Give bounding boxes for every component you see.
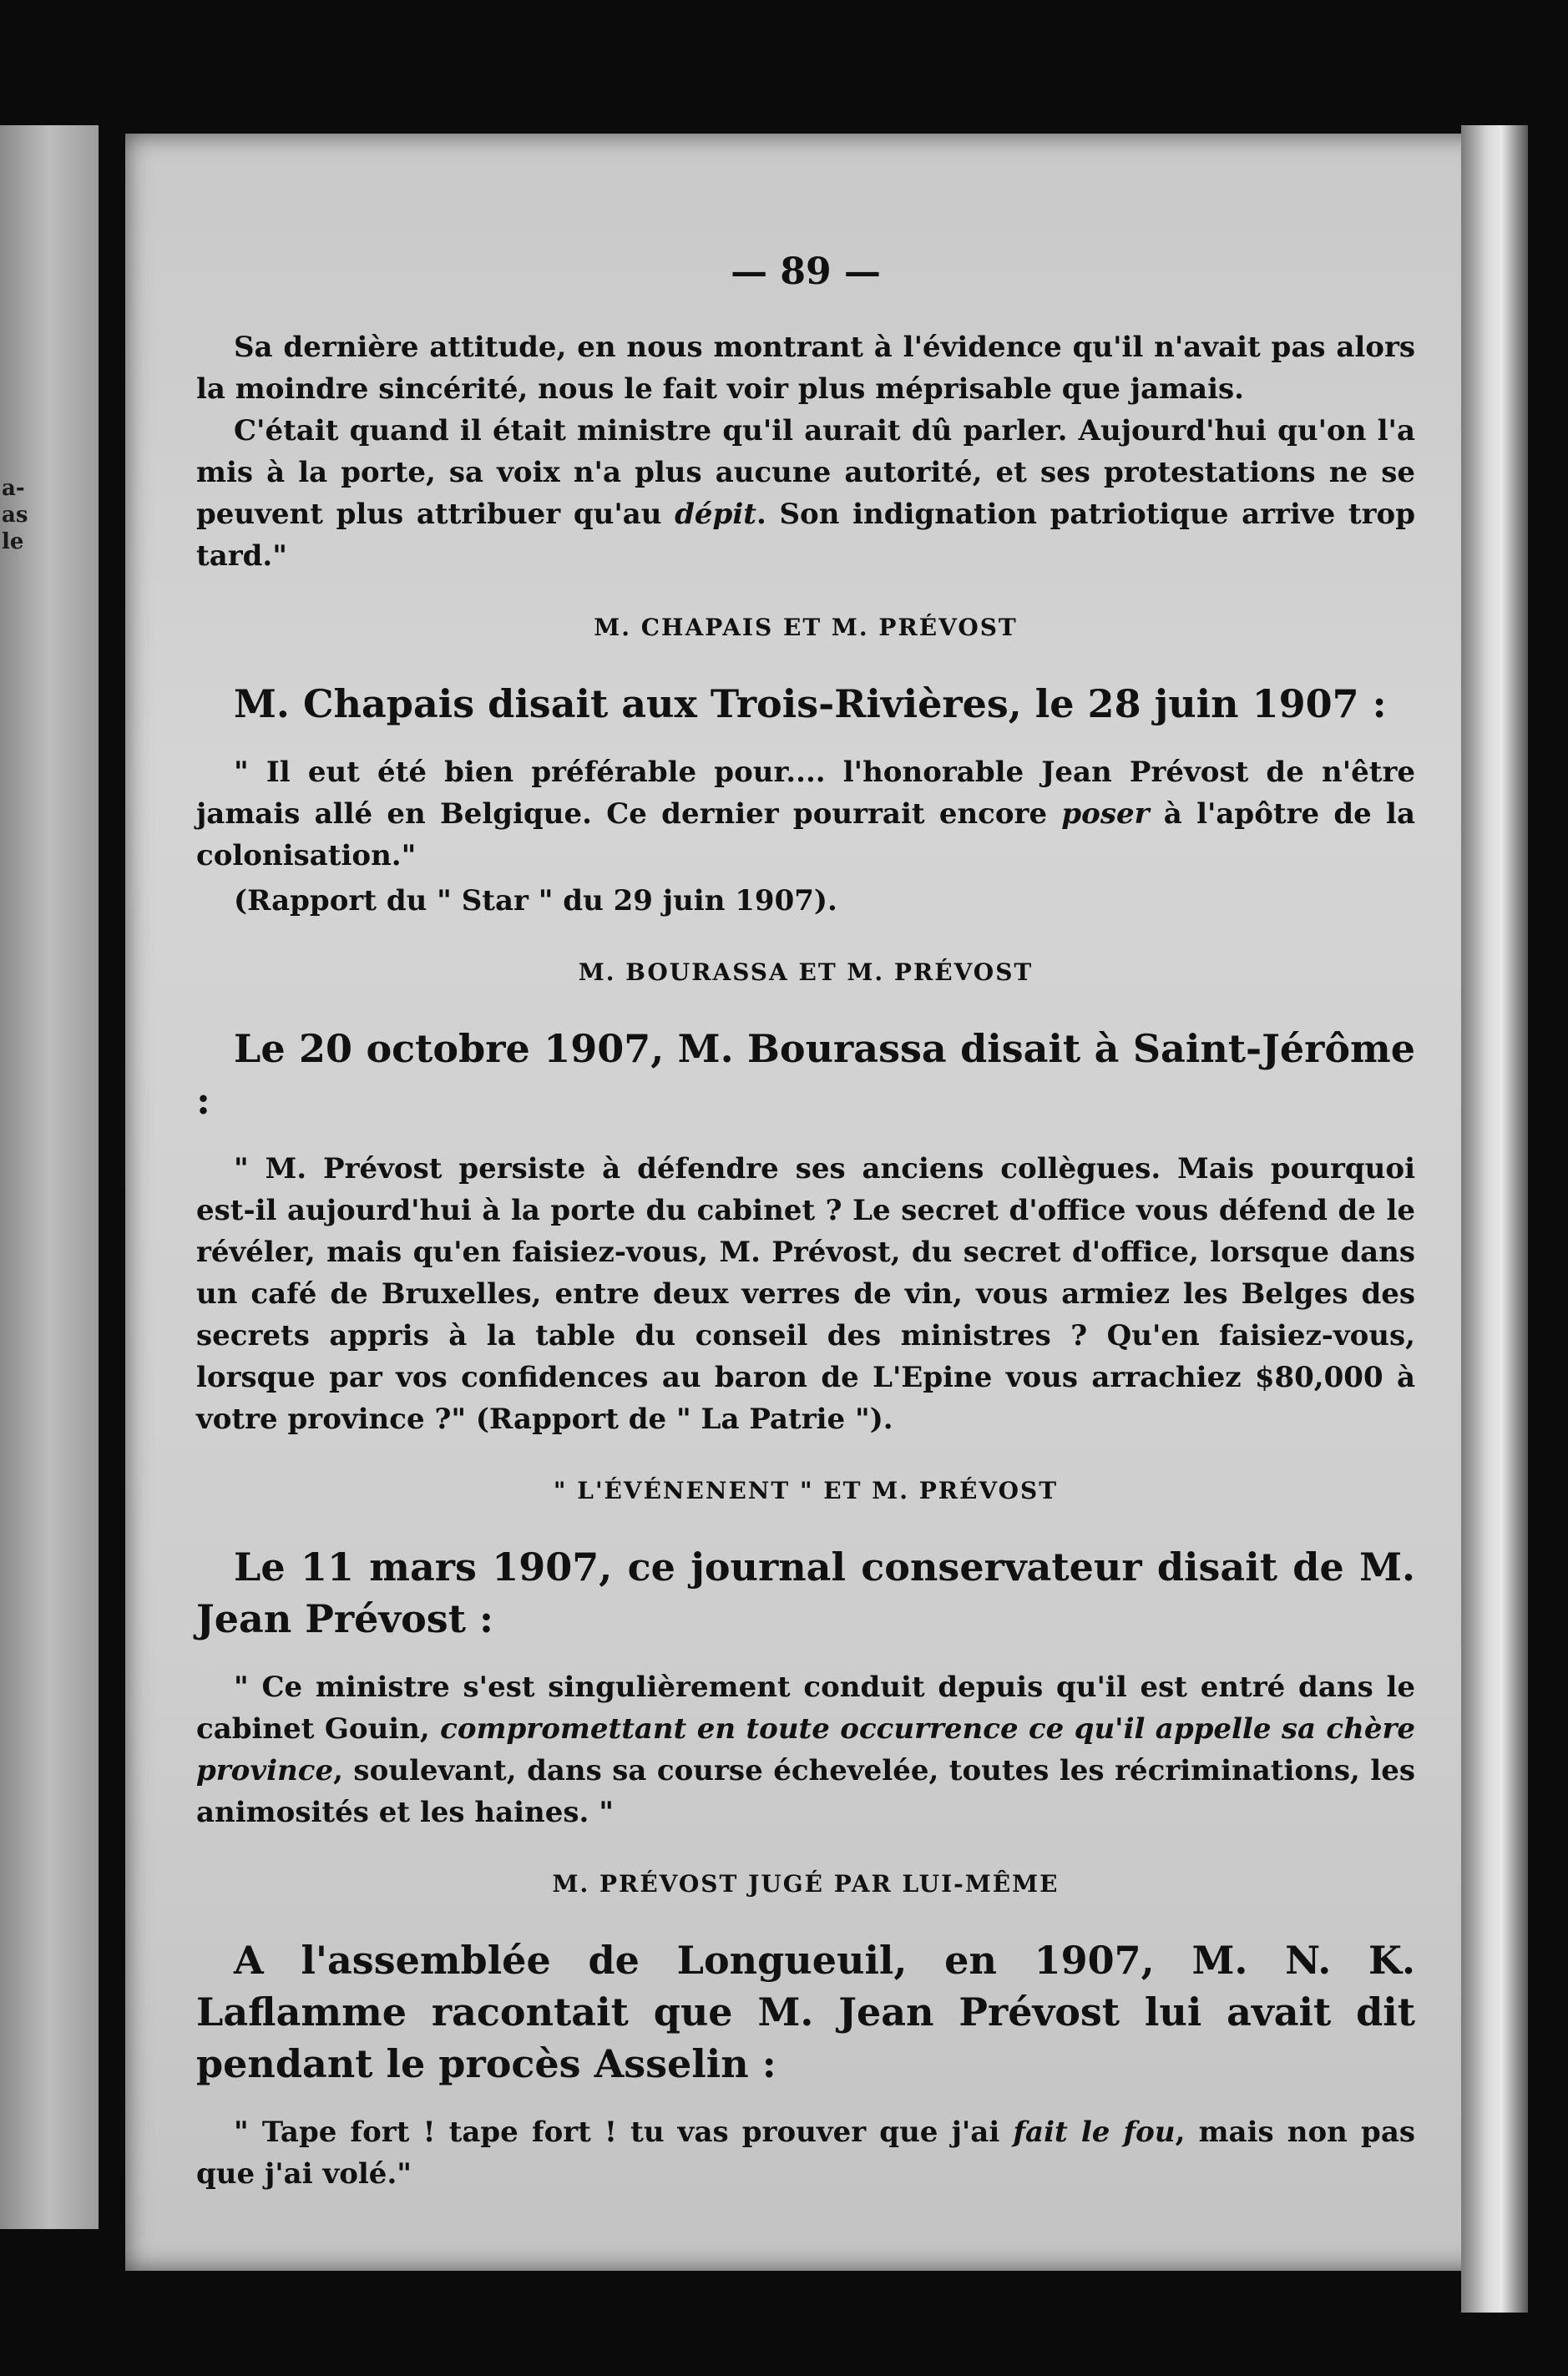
quotation: " Il eut été bien préférable pour.... l'honorable Jean Prévost de n'être jamais allé en Belgique. Ce dernier pourrait encore poser à l'apôtre de la colonisation." [196, 756, 1415, 872]
section-intro: Le 11 mars 1907, ce journal conservateur disait de M. Jean Prévost : [196, 1544, 1415, 1641]
quotation: " M. Prévost persiste à défendre ses anciens collègues. Mais pourquoi est-il aujourd'hui à la porte du cabinet ? Le secret d'office vous défend de le révéler, mais qu'en faisiez-vous, M. Prévost, du secret d'office, lorsque dans un café de Bruxelles, entre deux verres de vin, vous armiez les Belges des secrets appris à la table du conseil des ministres ? Qu'en faisiez-vous, lorsque par vos confidences au baron de L'Epine vous arrachiez $80,000 à votre province ?" (Rapport de " La Patrie "). [196, 1152, 1415, 1436]
page-edge-right [1461, 125, 1528, 2313]
page-content [196, 250, 1415, 2195]
left-page-edge [0, 125, 99, 2229]
left-page-fragment: le [2, 529, 24, 554]
section-heading: M. BOURASSA ET M. PRÉVOST [578, 958, 1034, 986]
left-page-fragment: a- [2, 476, 25, 501]
left-page-fragment: as [2, 503, 28, 528]
citation: (Rapport du " Star " du 29 juin 1907). [234, 884, 837, 918]
quotation: " Ce ministre s'est singulièrement conduit depuis qu'il est entré dans le cabinet Gouin, compromettant en toute occurrence ce qu'il appelle sa chère province, soulevant, dans sa course échevelée, toutes les récriminations, les animosités et les haines. " [196, 1671, 1415, 1829]
section-intro: A l'assemblée de Longueuil, en 1907, M. N. K. Laflamme racontait que M. Jean Prévost lui avait dit pendant le procès Asselin : [196, 1938, 1415, 2086]
paragraph: Sa dernière attitude, en nous montrant à l'évidence qu'il n'avait pas alors la moindre sincérité, nous le fait voir plus méprisable que jamais. [196, 331, 1415, 406]
section-intro: M. Chapais disait aux Trois-Rivières, le 28 juin 1907 : [234, 681, 1387, 726]
quotation: " Tape fort ! tape fort ! tu vas prouver que j'ai fait le fou, mais non pas que j'ai volé." [196, 2116, 1416, 2191]
section-intro: Le 20 octobre 1907, M. Bourassa disait à Saint-Jérôme : [196, 1026, 1415, 1123]
paragraph: C'était quand il était ministre qu'il aurait dû parler. Aujourd'hui qu'on l'a mis à la porte, sa voix n'a plus aucune autorité, et ses protestations ne se peuvent plus attribuer qu'au dépit. Son indignation patriotique arrive trop tard." [196, 414, 1415, 573]
section-heading: M. CHAPAIS ET M. PRÉVOST [594, 614, 1018, 641]
page-number: — 89 — [731, 250, 881, 293]
section-heading: M. PRÉVOST JUGÉ PAR LUI-MÊME [552, 1870, 1060, 1898]
section-heading: " L'ÉVÉNENENT " ET M. PRÉVOST [553, 1477, 1059, 1504]
